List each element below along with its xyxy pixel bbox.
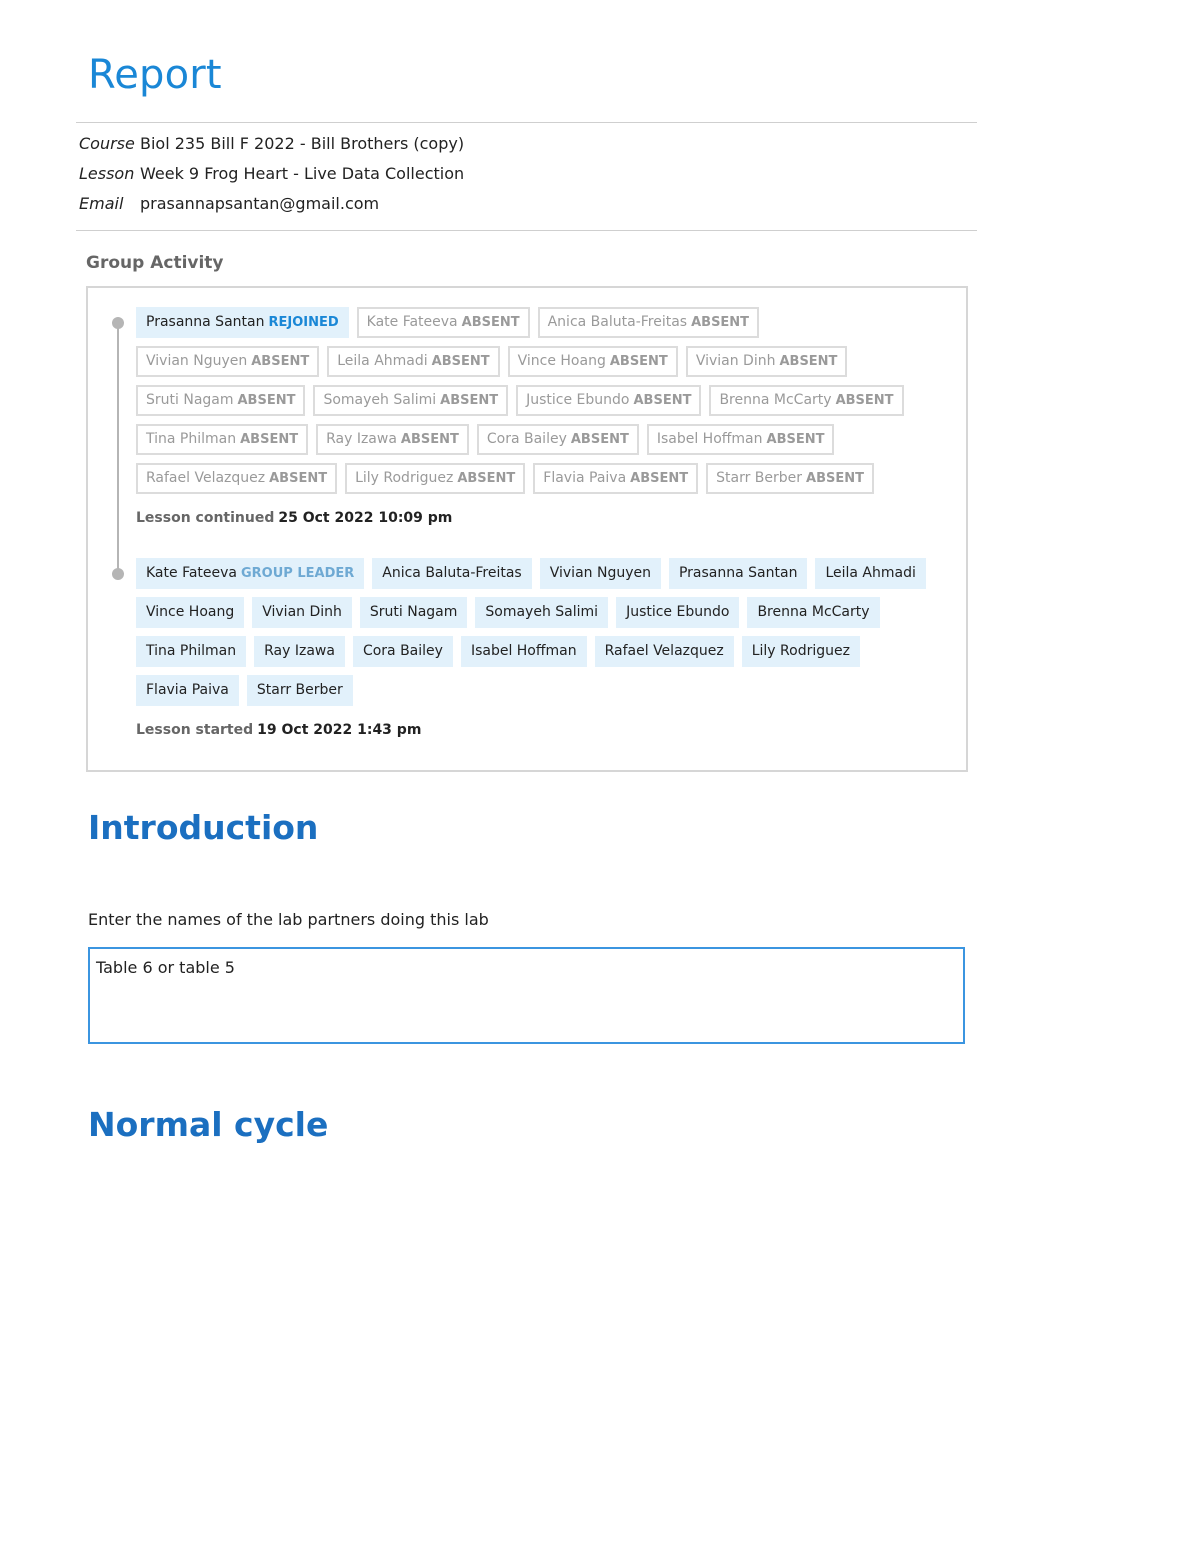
- member-name: Brenna McCarty: [719, 392, 832, 408]
- member-status-badge: ABSENT: [440, 393, 499, 408]
- divider-bottom: [76, 230, 977, 231]
- report-meta: [79, 128, 464, 218]
- meta-value-lesson: Week 9 Frog Heart - Live Data Collection: [140, 163, 465, 183]
- normal-cycle-heading: Normal cycle: [88, 1105, 329, 1144]
- member-name: Leila Ahmadi: [825, 565, 916, 581]
- report-title: Report: [88, 52, 222, 98]
- member-name: Justice Ebundo: [626, 604, 730, 620]
- member-chip: [742, 636, 860, 667]
- member-chip: [327, 346, 499, 377]
- member-name: Somayeh Salimi: [323, 392, 437, 408]
- member-status-badge: ABSENT: [766, 432, 825, 447]
- member-name: Isabel Hoffman: [470, 643, 577, 659]
- member-name: Kate Fateeva: [366, 314, 458, 330]
- member-chip: [709, 385, 903, 416]
- status-label: Lesson continued: [136, 510, 275, 526]
- status-time: 19 Oct 2022 1:43 pm: [257, 722, 422, 738]
- member-chip: [595, 636, 734, 667]
- group-activity-panel: [86, 286, 968, 772]
- member-status-badge: REJOINED: [268, 315, 339, 330]
- member-chip: [686, 346, 848, 377]
- member-name: Anica Baluta-Freitas: [382, 565, 522, 581]
- lesson-started-group: [136, 558, 946, 738]
- member-chip: [533, 463, 698, 494]
- member-name: Vivian Nguyen: [146, 353, 248, 369]
- member-name: Vince Hoang: [517, 353, 606, 369]
- member-chip: [247, 675, 353, 706]
- lab-partners-answer: Table 6 or table 5: [96, 958, 235, 977]
- member-name: Rafael Velazquez: [604, 643, 724, 659]
- member-chip: [706, 463, 874, 494]
- divider-top: [76, 122, 977, 123]
- member-status-badge: ABSENT: [835, 393, 894, 408]
- member-name: Prasanna Santan: [146, 314, 265, 330]
- member-chip: [647, 424, 835, 455]
- member-status-badge: ABSENT: [779, 354, 838, 369]
- member-name: Starr Berber: [256, 682, 343, 698]
- meta-label: Lesson: [79, 163, 135, 183]
- member-chip: [360, 597, 468, 628]
- member-name: Lily Rodriguez: [355, 470, 454, 486]
- member-status-badge: ABSENT: [400, 432, 459, 447]
- member-name: Lily Rodriguez: [751, 643, 850, 659]
- member-chip: [540, 558, 661, 589]
- member-name: Justice Ebundo: [526, 392, 630, 408]
- member-chip-list: [136, 307, 946, 502]
- member-name: Flavia Paiva: [146, 682, 229, 698]
- meta-row-course: [79, 128, 464, 158]
- lesson-continued-status: [136, 510, 946, 526]
- member-name: Leila Ahmadi: [337, 353, 428, 369]
- member-chip: [136, 424, 308, 455]
- member-chip: [252, 597, 352, 628]
- member-chip: [136, 675, 239, 706]
- member-chip: [345, 463, 525, 494]
- member-name: Anica Baluta-Freitas: [547, 314, 688, 330]
- member-chip: [815, 558, 925, 589]
- member-name: Ray Izawa: [326, 431, 397, 447]
- meta-row-email: [79, 188, 464, 218]
- member-name: Sruti Nagam: [369, 604, 458, 620]
- member-name: Isabel Hoffman: [656, 431, 763, 447]
- member-status-badge: ABSENT: [240, 432, 299, 447]
- member-status-badge: ABSENT: [691, 315, 750, 330]
- member-chip: [538, 307, 759, 338]
- meta-label: Course: [79, 133, 135, 153]
- status-label: Lesson started: [136, 722, 254, 738]
- meta-value-email: prasannapsantan@gmail.com: [140, 193, 380, 213]
- member-status-badge: ABSENT: [633, 393, 692, 408]
- member-name: Ray Izawa: [264, 643, 335, 659]
- meta-row-lesson: [79, 158, 464, 188]
- timeline-dot-icon: [112, 568, 124, 580]
- member-chip: [508, 346, 678, 377]
- lab-partners-prompt: Enter the names of the lab partners doing this lab: [88, 910, 489, 929]
- member-status-badge: ABSENT: [461, 315, 520, 330]
- member-name: Vivian Dinh: [262, 604, 342, 620]
- timeline-line: [117, 322, 119, 574]
- meta-value-course: Biol 235 Bill F 2022 - Bill Brothers (copy): [140, 133, 465, 153]
- timeline-dot-icon: [112, 317, 124, 329]
- member-name: Brenna McCarty: [757, 604, 870, 620]
- lesson-started-status: [136, 722, 946, 738]
- meta-label: Email: [79, 193, 124, 213]
- member-chip: [136, 558, 364, 589]
- member-chip-list: [136, 558, 946, 714]
- member-chip: [316, 424, 469, 455]
- member-name: Tina Philman: [146, 431, 237, 447]
- member-chip: [669, 558, 807, 589]
- member-name: Somayeh Salimi: [485, 604, 599, 620]
- member-chip: [475, 597, 608, 628]
- member-chip: [136, 597, 244, 628]
- member-status-badge: ABSENT: [630, 471, 689, 486]
- member-chip: [353, 636, 453, 667]
- member-name: Rafael Velazquez: [146, 470, 266, 486]
- member-name: Flavia Paiva: [543, 470, 627, 486]
- member-status-badge: ABSENT: [806, 471, 864, 486]
- member-name: Cora Bailey: [486, 431, 567, 447]
- member-chip: [516, 385, 701, 416]
- member-chip: [136, 385, 305, 416]
- member-chip: [254, 636, 345, 667]
- member-name: Kate Fateeva: [146, 565, 237, 581]
- member-name: Tina Philman: [146, 643, 237, 659]
- member-chip: [136, 346, 319, 377]
- member-status-badge: ABSENT: [269, 471, 328, 486]
- member-chip: [461, 636, 587, 667]
- member-chip: [136, 307, 349, 338]
- member-name: Prasanna Santan: [678, 565, 798, 581]
- member-chip: [136, 463, 337, 494]
- member-chip: [477, 424, 639, 455]
- member-chip: [616, 597, 739, 628]
- member-name: Vivian Dinh: [695, 353, 776, 369]
- member-name: Starr Berber: [716, 470, 803, 486]
- member-status-badge: ABSENT: [570, 432, 629, 447]
- member-chip: [747, 597, 879, 628]
- member-status-badge: ABSENT: [457, 471, 516, 486]
- member-status-badge: GROUP LEADER: [241, 566, 355, 581]
- member-chip: [313, 385, 508, 416]
- member-name: Vince Hoang: [146, 604, 235, 620]
- status-time: 25 Oct 2022 10:09 pm: [278, 510, 453, 526]
- member-chip: [357, 307, 530, 338]
- introduction-heading: Introduction: [88, 808, 319, 847]
- member-status-badge: ABSENT: [251, 354, 310, 369]
- member-chip: [372, 558, 531, 589]
- member-status-badge: ABSENT: [609, 354, 668, 369]
- lesson-continued-group: [136, 307, 946, 526]
- member-status-badge: ABSENT: [237, 393, 296, 408]
- member-status-badge: ABSENT: [431, 354, 490, 369]
- member-name: Cora Bailey: [362, 643, 443, 659]
- member-name: Vivian Nguyen: [549, 565, 651, 581]
- lab-partners-input[interactable]: [88, 947, 965, 1044]
- group-activity-label: Group Activity: [86, 253, 224, 273]
- member-chip: [136, 636, 246, 667]
- member-name: Sruti Nagam: [146, 392, 234, 408]
